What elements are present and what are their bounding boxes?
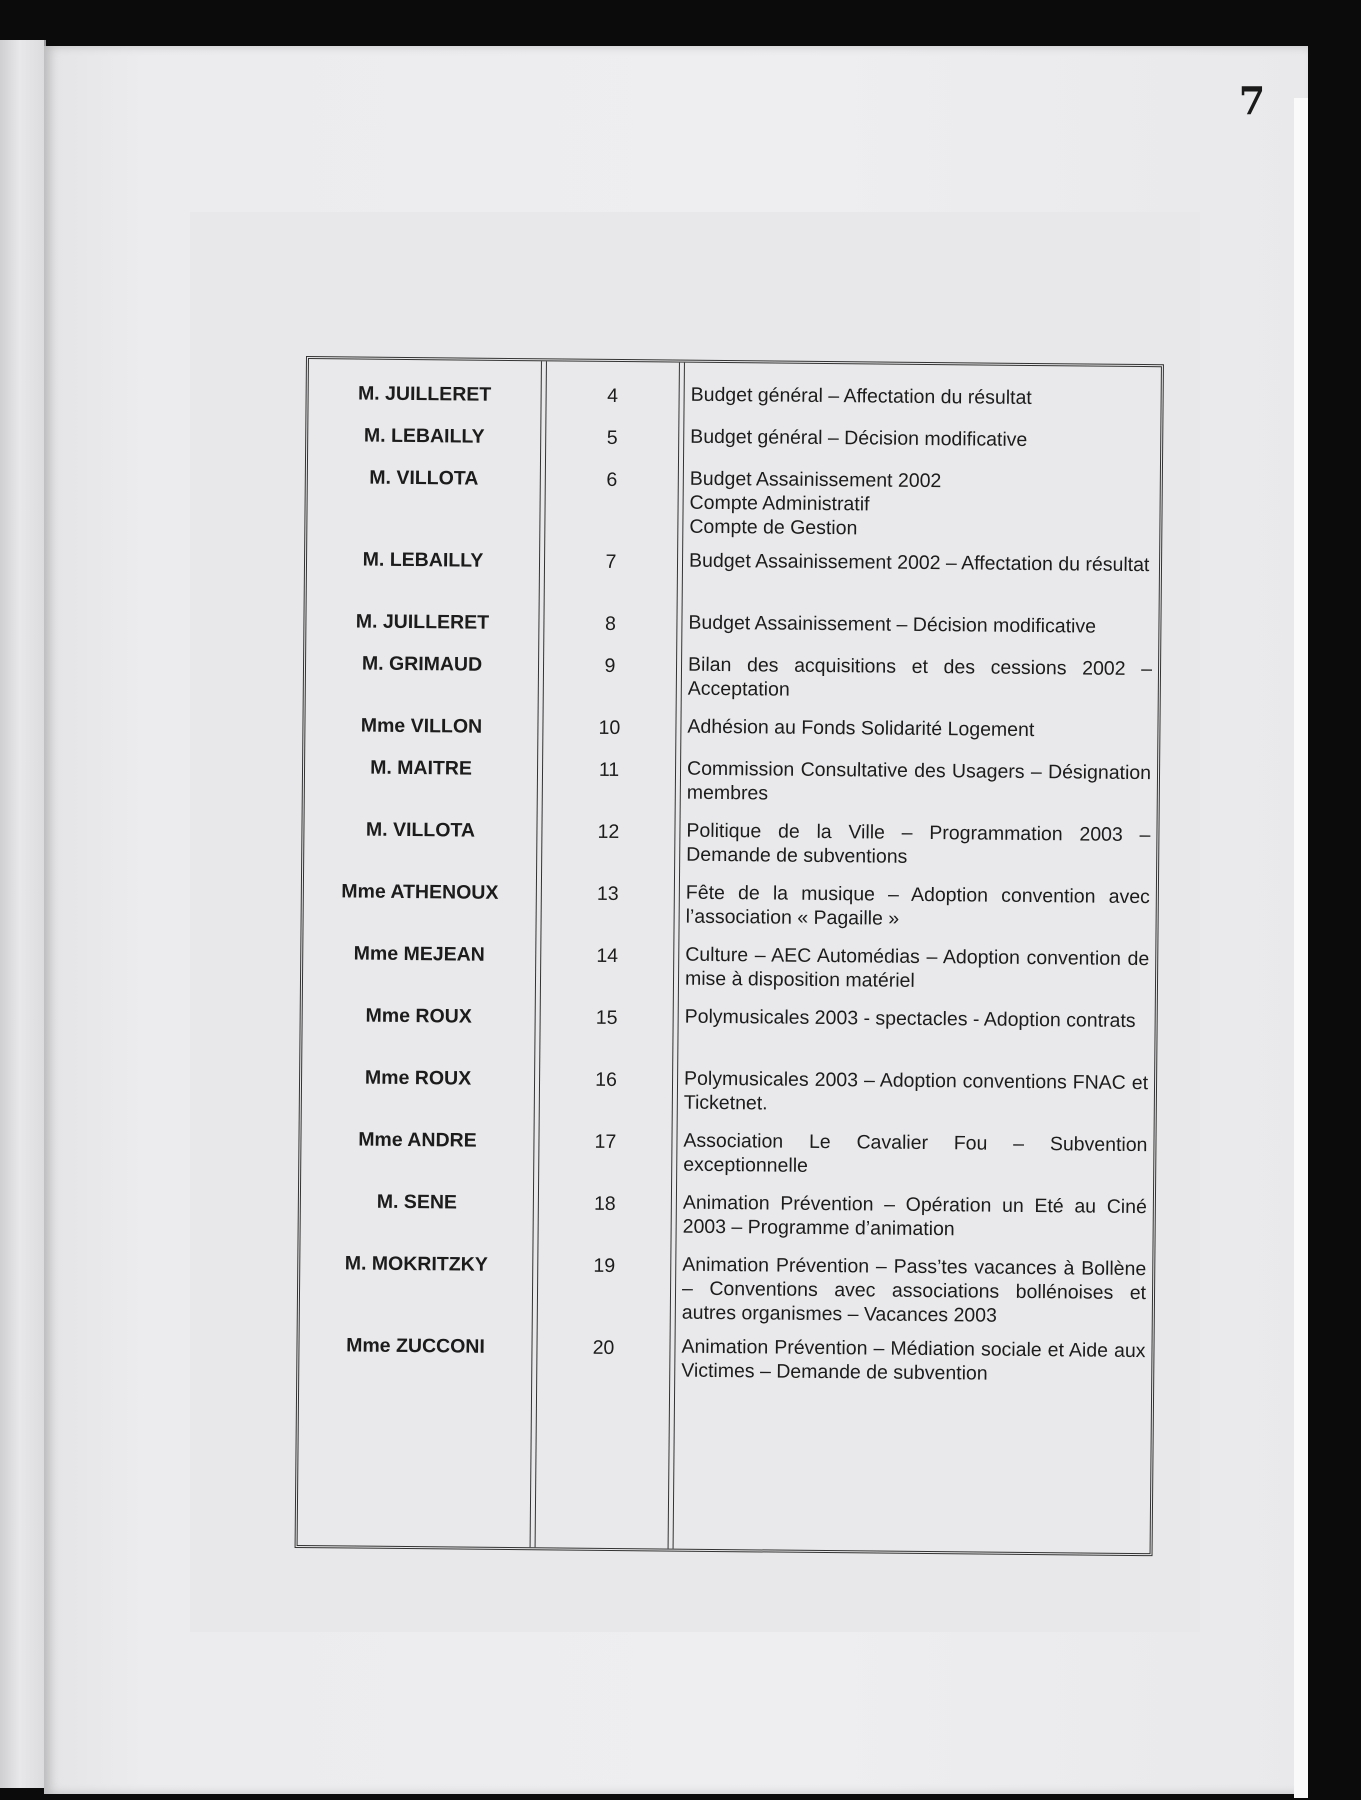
rapporteur-name: M. MAITRE bbox=[370, 756, 473, 780]
table-row bbox=[306, 645, 1158, 701]
item-number: 12 bbox=[597, 820, 620, 844]
item-number: 14 bbox=[596, 944, 619, 968]
table-row bbox=[303, 997, 1155, 1032]
table-row bbox=[308, 417, 1160, 451]
item-subject bbox=[685, 1005, 1149, 1033]
subject-line: Budget Assainissement – Décision modificative bbox=[688, 611, 1097, 638]
page-edge bbox=[1294, 98, 1308, 1798]
item-number: 16 bbox=[595, 1068, 618, 1092]
subject-line: Commission Consultative des Usagers – Désignation membres bbox=[686, 757, 1152, 805]
rapporteur-name: Mme ATHENOUX bbox=[341, 880, 499, 904]
rapporteur-name: Mme ANDRE bbox=[358, 1128, 477, 1152]
rapporteur-name: M. LEBAILLY bbox=[363, 424, 485, 448]
rapporteur-name: M. VILLOTA bbox=[365, 818, 476, 842]
table-row bbox=[307, 541, 1159, 577]
subject-line: Bilan des acquisitions et des cessions 2002 – Acceptation bbox=[687, 653, 1153, 701]
subject-line: Polymusicales 2003 - spectacles - Adoption contrats bbox=[684, 1005, 1136, 1032]
page-number: 7 bbox=[1238, 78, 1266, 123]
table-row bbox=[303, 935, 1155, 992]
rapporteur-name: M. VILLOTA bbox=[369, 466, 479, 490]
item-subject bbox=[687, 715, 1151, 743]
table-row bbox=[309, 375, 1161, 409]
rapporteur-name: Mme MEJEAN bbox=[353, 942, 485, 966]
subject-line: Budget Assainissement 2002 bbox=[689, 467, 942, 493]
subject-line: Animation Prévention – Opération un Eté au Ciné 2003 – Programme d’animation bbox=[682, 1191, 1147, 1241]
table-row bbox=[305, 811, 1157, 868]
item-number: 20 bbox=[592, 1336, 615, 1360]
item-subject bbox=[688, 611, 1152, 639]
item-subject bbox=[686, 881, 1150, 933]
item-number: 8 bbox=[604, 612, 616, 635]
subject-line: Association Le Cavalier Fou – Subvention exceptionnelle bbox=[683, 1129, 1148, 1177]
item-number: 19 bbox=[593, 1254, 616, 1278]
item-subject bbox=[684, 1067, 1148, 1119]
table-row bbox=[300, 1245, 1152, 1327]
item-number: 17 bbox=[594, 1130, 617, 1154]
subject-line: Polymusicales 2003 – Adoption conventions FNAC et Ticketnet. bbox=[683, 1067, 1149, 1115]
subject-line: Animation Prévention – Pass’tes vacances à Bollène – Conventions avec associations bollénoises et autres organismes – Vacances 2003 bbox=[681, 1253, 1147, 1327]
rapporteur-name: M. GRIMAUD bbox=[361, 652, 483, 676]
subject-line: Politique de la Ville – Programmation 2003 – Demande de subventions bbox=[686, 819, 1151, 868]
rapporteur-name: Mme ROUX bbox=[364, 1066, 472, 1090]
table-row bbox=[306, 707, 1158, 742]
rapporteur-name: M. JUILLERET bbox=[357, 382, 492, 406]
rapporteur-name: Mme VILLON bbox=[360, 714, 483, 738]
subject-line: Budget général – Décision modificative bbox=[690, 425, 1028, 451]
item-subject bbox=[691, 383, 1155, 411]
table-row bbox=[308, 459, 1160, 540]
table-row bbox=[302, 1121, 1154, 1177]
item-subject bbox=[681, 1335, 1145, 1387]
table-row bbox=[302, 1059, 1154, 1115]
table-row bbox=[300, 1327, 1152, 1385]
item-subject bbox=[683, 1129, 1147, 1181]
agenda-table bbox=[295, 356, 1164, 1556]
item-number: 18 bbox=[593, 1192, 616, 1216]
item-number: 15 bbox=[595, 1006, 618, 1030]
rapporteur-name: M. SENE bbox=[376, 1190, 458, 1214]
table-row bbox=[305, 749, 1157, 805]
subject-line: Fête de la musique – Adoption convention avec l’association « Pagaille » bbox=[685, 881, 1150, 930]
item-subject bbox=[689, 467, 1154, 543]
item-subject bbox=[683, 1191, 1147, 1243]
subject-line: Adhésion au Fonds Solidarité Logement bbox=[687, 715, 1035, 742]
item-number: 5 bbox=[606, 426, 618, 449]
item-number: 13 bbox=[596, 882, 619, 906]
item-number: 6 bbox=[606, 468, 618, 491]
item-subject bbox=[690, 425, 1154, 453]
item-number: 7 bbox=[605, 550, 617, 573]
item-number: 4 bbox=[607, 384, 619, 407]
subject-line: Budget général – Affectation du résultat bbox=[690, 383, 1032, 409]
rapporteur-name: M. LEBAILLY bbox=[362, 548, 484, 572]
subject-line: Budget Assainissement 2002 – Affectation du résultat bbox=[688, 549, 1150, 577]
item-number: 11 bbox=[598, 758, 620, 782]
table-row bbox=[301, 1183, 1153, 1241]
item-number: 10 bbox=[598, 716, 621, 740]
item-subject bbox=[687, 757, 1151, 809]
left-page-edge bbox=[0, 40, 46, 1788]
subject-line: Compte Administratif bbox=[689, 491, 870, 516]
item-subject bbox=[686, 819, 1150, 871]
table-row bbox=[307, 603, 1159, 638]
item-subject bbox=[682, 1253, 1147, 1329]
table-row bbox=[304, 873, 1156, 930]
rapporteur-name: Mme ZUCCONI bbox=[346, 1334, 485, 1358]
rapporteur-name: Mme ROUX bbox=[365, 1004, 472, 1028]
item-subject bbox=[689, 549, 1153, 577]
item-subject bbox=[688, 653, 1152, 705]
item-number: 9 bbox=[604, 654, 616, 677]
item-subject bbox=[685, 943, 1149, 995]
subject-line: Culture – AEC Automédias – Adoption convention de mise à disposition matériel bbox=[684, 943, 1150, 992]
subject-line: Animation Prévention – Médiation sociale et Aide aux Victimes – Demande de subvention bbox=[681, 1335, 1146, 1385]
rapporteur-name: M. JUILLERET bbox=[355, 610, 490, 634]
rapporteur-name: M. MOKRITZKY bbox=[344, 1252, 488, 1276]
subject-line: Compte de Gestion bbox=[689, 515, 858, 540]
